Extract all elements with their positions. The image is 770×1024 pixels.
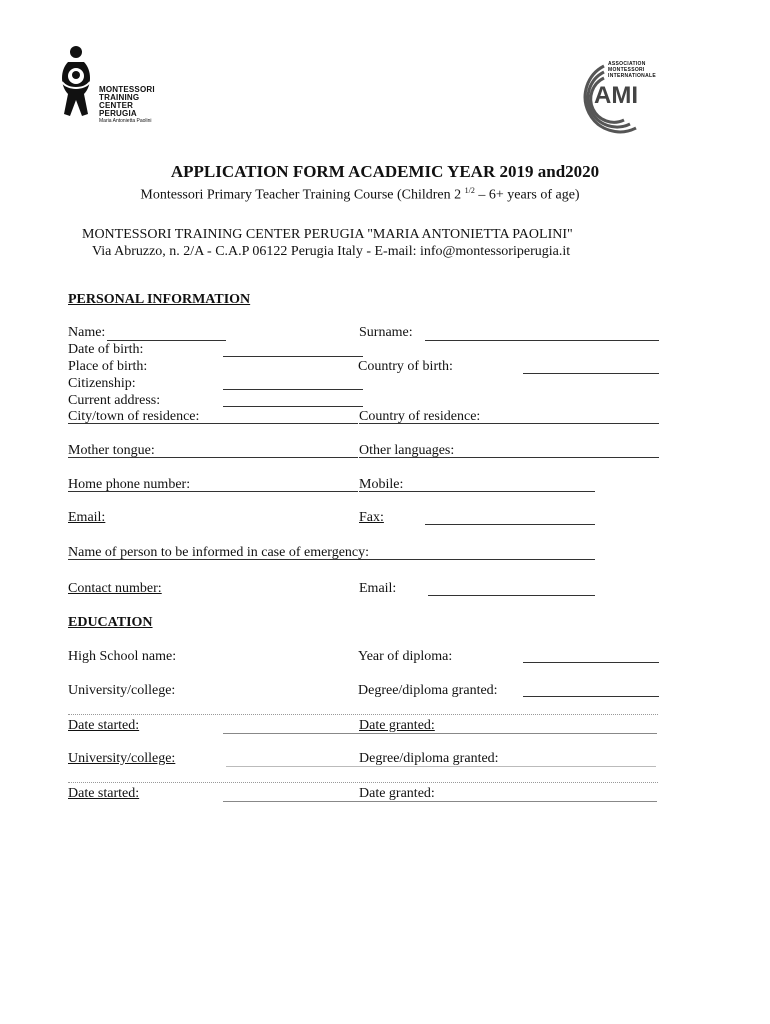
- dob-label: Date of birth:: [68, 342, 144, 357]
- logo-line-2: TRAINING: [99, 93, 140, 102]
- personal-information-heading: PERSONAL INFORMATION: [68, 292, 251, 307]
- date-granted-label-1: Date granted:: [359, 718, 435, 733]
- city-label: City/town of residence:: [68, 409, 200, 424]
- high-school-label: High School name:: [68, 649, 177, 664]
- mobile-field[interactable]: [359, 491, 595, 492]
- course-subtitle: [0, 186, 720, 204]
- center-address: Via Abruzzo, n. 2/A - C.A.P 06122 Perugia Italy - E-mail: info@montessoriperugia.it: [92, 244, 571, 259]
- date-row-field-2[interactable]: [223, 801, 657, 802]
- montessori-training-center-logo: [58, 44, 168, 124]
- home-phone-field[interactable]: [68, 491, 358, 492]
- divider-2: [68, 782, 658, 783]
- contact-email-label: Email:: [359, 581, 397, 596]
- center-name: MONTESSORI TRAINING CENTER PERUGIA "MARIA ANTONIETTA PAOLINI": [82, 227, 573, 242]
- university-label-2: University/college:: [68, 751, 176, 766]
- ami-mark: AMI: [594, 82, 638, 109]
- name-label: Name:: [68, 325, 106, 340]
- country-residence-field[interactable]: [359, 423, 659, 424]
- name-field[interactable]: [107, 340, 226, 341]
- country-residence-label: Country of residence:: [359, 409, 481, 424]
- current-address-field[interactable]: [223, 406, 363, 407]
- date-row-field-1[interactable]: [223, 733, 657, 734]
- country-birth-field[interactable]: [523, 373, 659, 374]
- degree-field-1[interactable]: [523, 696, 659, 697]
- fax-label: Fax:: [359, 510, 384, 525]
- education-heading: EDUCATION: [68, 615, 153, 630]
- date-started-label-2: Date started:: [68, 786, 140, 801]
- mobile-label: Mobile:: [359, 477, 404, 492]
- contact-email-field[interactable]: [428, 595, 595, 596]
- ami-logo: [564, 60, 674, 140]
- logo-line-1: MONTESSORI: [99, 85, 155, 94]
- university-row-field-2[interactable]: [226, 766, 656, 767]
- page-title: APPLICATION FORM ACADEMIC YEAR 2019 and2020: [170, 162, 600, 181]
- logo-subtitle: Maria Antonietta Paolini: [99, 118, 152, 124]
- citizenship-label: Citizenship:: [68, 376, 136, 391]
- year-diploma-field[interactable]: [523, 662, 659, 663]
- surname-field[interactable]: [425, 340, 659, 341]
- date-started-label-1: Date started:: [68, 718, 140, 733]
- emergency-contact-label: Name of person to be informed in case of emergency:: [68, 545, 370, 560]
- logo-line-4: PERUGIA: [99, 109, 137, 118]
- subtitle-prefix: Montessori Primary Teacher Training Course (Children 2: [140, 187, 462, 203]
- other-languages-label: Other languages:: [359, 443, 455, 458]
- mother-tongue-label: Mother tongue:: [68, 443, 155, 458]
- mother-tongue-field[interactable]: [68, 457, 358, 458]
- mother-child-icon: [58, 44, 100, 124]
- degree-label-2: Degree/diploma granted:: [359, 751, 499, 766]
- email-label: Email:: [68, 510, 106, 525]
- ami-line-2: MONTESSORI: [608, 67, 645, 73]
- citizenship-field[interactable]: [223, 389, 363, 390]
- other-languages-field[interactable]: [359, 457, 659, 458]
- dob-field[interactable]: [223, 356, 363, 357]
- date-granted-label-2: Date granted:: [359, 786, 435, 801]
- country-birth-label: Country of birth:: [358, 359, 453, 374]
- ami-line-1: ASSOCIATION: [608, 61, 646, 67]
- subtitle-suffix: – 6+ years of age): [478, 187, 580, 203]
- home-phone-label: Home phone number:: [68, 477, 191, 492]
- ami-line-3: INTERNATIONALE: [608, 73, 656, 79]
- university-label-1: University/college:: [68, 683, 176, 698]
- surname-label: Surname:: [359, 325, 413, 340]
- city-field[interactable]: [68, 423, 358, 424]
- pob-label: Place of birth:: [68, 359, 148, 374]
- logo-line-3: CENTER: [99, 101, 134, 110]
- current-address-label: Current address:: [68, 393, 161, 408]
- fax-field[interactable]: [425, 524, 595, 525]
- divider-1: [68, 714, 658, 715]
- emergency-contact-field[interactable]: [68, 559, 595, 560]
- degree-label-1: Degree/diploma granted:: [358, 683, 498, 698]
- year-diploma-label: Year of diploma:: [358, 649, 453, 664]
- contact-number-label: Contact number:: [68, 581, 162, 596]
- subtitle-fraction: 1/2: [464, 186, 475, 195]
